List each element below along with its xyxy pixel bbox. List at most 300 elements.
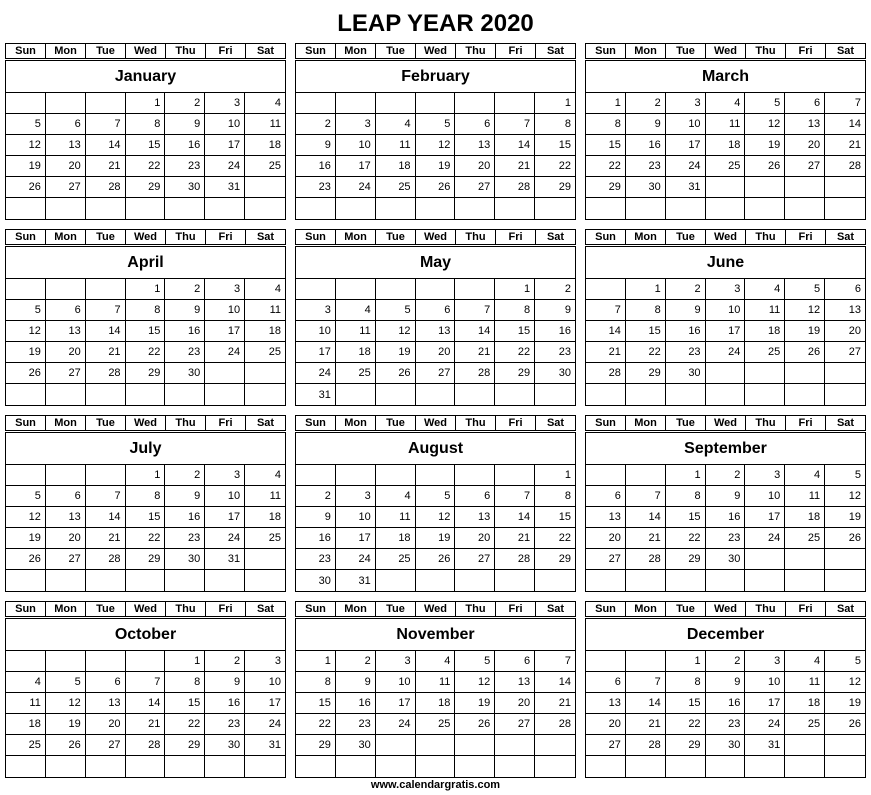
- day-cell: [495, 570, 535, 591]
- day-cell: 5: [825, 651, 865, 672]
- day-cell: 20: [416, 342, 456, 363]
- day-cell: 28: [626, 735, 666, 756]
- day-cell: 26: [825, 528, 865, 549]
- month-name: February: [296, 61, 575, 93]
- day-cell: 3: [205, 93, 245, 114]
- day-cell: [586, 279, 626, 300]
- day-cell: [706, 198, 746, 219]
- day-cell: 10: [745, 486, 785, 507]
- day-cell: 14: [86, 321, 126, 342]
- day-cell: [745, 570, 785, 591]
- day-cell: 9: [296, 135, 336, 156]
- day-cell: 5: [416, 114, 456, 135]
- day-cell: 21: [495, 528, 535, 549]
- day-cell: 4: [6, 672, 46, 693]
- day-cell: 20: [825, 321, 865, 342]
- day-cell: [46, 93, 86, 114]
- day-cell: [6, 651, 46, 672]
- day-cell: 22: [165, 714, 205, 735]
- day-cell: 30: [165, 363, 205, 384]
- day-cell: 24: [666, 156, 706, 177]
- day-cell: 28: [495, 549, 535, 570]
- month-name: June: [586, 247, 865, 279]
- day-cell: 21: [825, 135, 865, 156]
- day-cell: 21: [455, 342, 495, 363]
- day-cell: 19: [785, 321, 825, 342]
- day-cell: [416, 756, 456, 777]
- day-cell: 16: [165, 135, 205, 156]
- day-cell: 28: [86, 363, 126, 384]
- day-cell: 8: [626, 300, 666, 321]
- day-cell: 29: [126, 177, 166, 198]
- day-cell: 1: [126, 93, 166, 114]
- day-cell: [745, 549, 785, 570]
- day-cell: 27: [455, 177, 495, 198]
- weekday-label: Fri: [785, 602, 825, 616]
- day-cell: 6: [495, 651, 535, 672]
- day-cell: 29: [586, 177, 626, 198]
- weekday-header: [585, 229, 866, 245]
- day-cell: 19: [455, 693, 495, 714]
- day-cell: [86, 756, 126, 777]
- day-cell: 2: [296, 486, 336, 507]
- day-cell: [785, 198, 825, 219]
- day-cell: 18: [336, 342, 376, 363]
- day-cell: 4: [706, 93, 746, 114]
- weekday-label: Mon: [335, 416, 375, 430]
- day-cell: 12: [6, 507, 46, 528]
- day-grid: [296, 465, 575, 591]
- website-footer: www.calendargratis.com: [370, 779, 501, 791]
- day-cell: 13: [416, 321, 456, 342]
- day-cell: 12: [376, 321, 416, 342]
- day-cell: 4: [245, 465, 285, 486]
- day-cell: 21: [495, 156, 535, 177]
- day-cell: 11: [376, 135, 416, 156]
- day-cell: [86, 465, 126, 486]
- day-cell: [46, 570, 86, 591]
- day-cell: 1: [126, 279, 166, 300]
- day-cell: 22: [296, 714, 336, 735]
- day-cell: [46, 756, 86, 777]
- day-cell: [455, 198, 495, 219]
- day-cell: 10: [666, 114, 706, 135]
- day-cell: 9: [336, 672, 376, 693]
- day-cell: 22: [666, 528, 706, 549]
- day-cell: 14: [626, 693, 666, 714]
- weekday-label: Wed: [125, 230, 165, 244]
- day-cell: 19: [6, 528, 46, 549]
- day-cell: 1: [495, 279, 535, 300]
- day-grid: [6, 279, 285, 405]
- day-cell: 4: [245, 93, 285, 114]
- day-cell: 7: [86, 300, 126, 321]
- day-cell: 8: [126, 486, 166, 507]
- day-cell: 9: [706, 486, 746, 507]
- day-cell: 11: [416, 672, 456, 693]
- day-cell: 12: [6, 321, 46, 342]
- day-cell: 25: [376, 549, 416, 570]
- weekday-label: Fri: [785, 44, 825, 58]
- day-cell: [205, 756, 245, 777]
- day-cell: 7: [495, 486, 535, 507]
- day-cell: 30: [706, 735, 746, 756]
- day-cell: 19: [6, 342, 46, 363]
- day-cell: 20: [495, 693, 535, 714]
- month-name: May: [296, 247, 575, 279]
- day-cell: 14: [825, 114, 865, 135]
- day-cell: 17: [205, 507, 245, 528]
- day-cell: 17: [706, 321, 746, 342]
- day-cell: 25: [245, 342, 285, 363]
- weekday-label: Thu: [165, 416, 205, 430]
- day-cell: 11: [706, 114, 746, 135]
- day-cell: [6, 93, 46, 114]
- day-cell: 28: [126, 735, 166, 756]
- day-cell: 13: [46, 321, 86, 342]
- day-cell: 16: [336, 693, 376, 714]
- day-cell: 4: [785, 651, 825, 672]
- day-cell: 19: [416, 528, 456, 549]
- day-cell: 27: [86, 735, 126, 756]
- day-cell: [455, 384, 495, 405]
- day-cell: 24: [745, 714, 785, 735]
- day-cell: [46, 651, 86, 672]
- weekday-label: Wed: [415, 44, 455, 58]
- day-grid: [296, 279, 575, 405]
- day-cell: 13: [586, 507, 626, 528]
- day-cell: 18: [785, 507, 825, 528]
- month-box: [295, 432, 576, 592]
- day-cell: 14: [455, 321, 495, 342]
- day-cell: [86, 279, 126, 300]
- weekday-label: Mon: [45, 44, 85, 58]
- day-cell: 15: [296, 693, 336, 714]
- day-cell: [626, 756, 666, 777]
- day-cell: [245, 198, 285, 219]
- month-october: [5, 601, 286, 778]
- day-cell: [245, 384, 285, 405]
- day-cell: [86, 651, 126, 672]
- weekday-label: Thu: [745, 230, 785, 244]
- day-cell: 10: [336, 135, 376, 156]
- weekday-label: Sun: [15, 231, 36, 243]
- weekday-label: Sun: [305, 603, 326, 615]
- day-cell: 10: [245, 672, 285, 693]
- weekday-label: Wed: [705, 416, 745, 430]
- day-cell: [706, 177, 746, 198]
- day-cell: 29: [126, 363, 166, 384]
- day-cell: 1: [666, 465, 706, 486]
- day-cell: 5: [46, 672, 86, 693]
- day-cell: 1: [535, 465, 575, 486]
- day-cell: [205, 384, 245, 405]
- day-cell: 9: [205, 672, 245, 693]
- day-cell: 6: [46, 114, 86, 135]
- day-cell: 15: [126, 507, 166, 528]
- day-cell: 14: [86, 507, 126, 528]
- day-cell: 6: [825, 279, 865, 300]
- day-cell: [165, 198, 205, 219]
- month-box: [295, 60, 576, 220]
- day-cell: 11: [245, 486, 285, 507]
- weekday-label: Sun: [595, 417, 616, 429]
- day-cell: 11: [745, 300, 785, 321]
- month-name: January: [6, 61, 285, 93]
- day-cell: [586, 198, 626, 219]
- day-cell: [86, 93, 126, 114]
- day-cell: 14: [626, 507, 666, 528]
- day-cell: 8: [495, 300, 535, 321]
- day-cell: [706, 570, 746, 591]
- day-cell: [785, 549, 825, 570]
- day-cell: 2: [626, 93, 666, 114]
- day-cell: [495, 465, 535, 486]
- day-cell: [336, 756, 376, 777]
- day-cell: 16: [165, 321, 205, 342]
- weekday-label: Wed: [415, 602, 455, 616]
- day-cell: 15: [535, 135, 575, 156]
- day-cell: 9: [535, 300, 575, 321]
- day-cell: [86, 570, 126, 591]
- day-cell: 13: [455, 507, 495, 528]
- weekday-label: Wed: [125, 44, 165, 58]
- day-cell: 5: [6, 300, 46, 321]
- day-cell: 4: [245, 279, 285, 300]
- day-cell: 5: [825, 465, 865, 486]
- day-grid: [296, 651, 575, 777]
- day-cell: 22: [126, 156, 166, 177]
- day-cell: 30: [535, 363, 575, 384]
- day-cell: 10: [706, 300, 746, 321]
- day-cell: 30: [165, 177, 205, 198]
- day-cell: 2: [336, 651, 376, 672]
- day-cell: [376, 465, 416, 486]
- day-cell: 3: [745, 465, 785, 486]
- weekday-label: Mon: [335, 230, 375, 244]
- month-box: [585, 246, 866, 406]
- day-cell: 2: [205, 651, 245, 672]
- day-cell: 24: [376, 714, 416, 735]
- day-cell: [626, 384, 666, 405]
- day-cell: 31: [245, 735, 285, 756]
- day-cell: 1: [165, 651, 205, 672]
- day-cell: [706, 384, 746, 405]
- day-cell: 20: [86, 714, 126, 735]
- day-cell: 17: [296, 342, 336, 363]
- day-cell: 6: [455, 486, 495, 507]
- day-cell: 4: [416, 651, 456, 672]
- day-cell: [336, 384, 376, 405]
- month-name: December: [586, 619, 865, 651]
- day-cell: 16: [535, 321, 575, 342]
- day-cell: [165, 756, 205, 777]
- day-cell: 8: [666, 486, 706, 507]
- weekday-label: Wed: [415, 416, 455, 430]
- day-cell: 13: [86, 693, 126, 714]
- day-cell: [666, 198, 706, 219]
- weekday-label: Sat: [245, 602, 285, 616]
- weekday-label: Mon: [625, 602, 665, 616]
- day-cell: 6: [86, 672, 126, 693]
- day-cell: 24: [336, 549, 376, 570]
- day-cell: 5: [455, 651, 495, 672]
- month-box: [585, 618, 866, 778]
- day-cell: [126, 384, 166, 405]
- day-cell: [586, 384, 626, 405]
- day-cell: [376, 570, 416, 591]
- day-cell: 21: [626, 528, 666, 549]
- day-cell: 6: [46, 486, 86, 507]
- month-february: [295, 43, 576, 220]
- day-cell: [376, 756, 416, 777]
- day-cell: [416, 93, 456, 114]
- day-cell: 10: [745, 672, 785, 693]
- day-cell: [376, 279, 416, 300]
- day-cell: 1: [535, 93, 575, 114]
- day-cell: [46, 384, 86, 405]
- weekday-label: Fri: [495, 416, 535, 430]
- month-name: July: [6, 433, 285, 465]
- day-cell: 22: [535, 156, 575, 177]
- day-cell: 6: [586, 486, 626, 507]
- day-cell: 16: [296, 528, 336, 549]
- weekday-label: Sun: [305, 231, 326, 243]
- day-cell: 3: [205, 465, 245, 486]
- weekday-header: [295, 229, 576, 245]
- day-cell: 30: [205, 735, 245, 756]
- day-cell: 11: [785, 486, 825, 507]
- day-cell: [46, 465, 86, 486]
- day-cell: 12: [825, 672, 865, 693]
- day-cell: 21: [535, 693, 575, 714]
- day-cell: 25: [336, 363, 376, 384]
- month-box: [5, 246, 286, 406]
- day-cell: 23: [336, 714, 376, 735]
- day-cell: [785, 570, 825, 591]
- day-cell: 11: [245, 114, 285, 135]
- day-cell: 14: [535, 672, 575, 693]
- day-cell: 30: [165, 549, 205, 570]
- day-grid: [6, 465, 285, 591]
- day-cell: 8: [126, 300, 166, 321]
- weekday-label: Mon: [335, 602, 375, 616]
- day-cell: 27: [586, 549, 626, 570]
- weekday-label: Mon: [45, 602, 85, 616]
- day-cell: [336, 93, 376, 114]
- day-cell: [416, 279, 456, 300]
- day-cell: 20: [586, 714, 626, 735]
- day-cell: 24: [205, 156, 245, 177]
- day-cell: [86, 384, 126, 405]
- day-cell: 4: [785, 465, 825, 486]
- weekday-label: Tue: [375, 602, 415, 616]
- day-cell: [825, 549, 865, 570]
- day-cell: [626, 198, 666, 219]
- day-cell: [46, 198, 86, 219]
- day-cell: 12: [825, 486, 865, 507]
- day-cell: 25: [745, 342, 785, 363]
- day-cell: 31: [205, 549, 245, 570]
- day-cell: 17: [245, 693, 285, 714]
- day-cell: 13: [46, 507, 86, 528]
- weekday-label: Sat: [535, 44, 575, 58]
- day-cell: 30: [666, 363, 706, 384]
- day-cell: [296, 465, 336, 486]
- day-cell: 5: [6, 486, 46, 507]
- day-cell: 7: [86, 114, 126, 135]
- day-cell: 7: [86, 486, 126, 507]
- day-cell: 19: [745, 135, 785, 156]
- day-cell: 17: [336, 156, 376, 177]
- weekday-label: Thu: [455, 416, 495, 430]
- weekday-label: Mon: [625, 230, 665, 244]
- day-cell: 18: [245, 135, 285, 156]
- day-cell: [495, 93, 535, 114]
- day-cell: 9: [296, 507, 336, 528]
- day-cell: 28: [586, 363, 626, 384]
- day-cell: 7: [126, 672, 166, 693]
- day-cell: 18: [706, 135, 746, 156]
- day-cell: [535, 384, 575, 405]
- day-cell: 21: [626, 714, 666, 735]
- day-cell: 7: [586, 300, 626, 321]
- day-cell: 29: [296, 735, 336, 756]
- weekday-label: Tue: [665, 602, 705, 616]
- day-cell: [165, 384, 205, 405]
- day-cell: [296, 756, 336, 777]
- weekday-header: [585, 415, 866, 431]
- weekday-label: Sat: [245, 230, 285, 244]
- day-cell: [666, 570, 706, 591]
- day-cell: [706, 363, 746, 384]
- day-cell: 31: [296, 384, 336, 405]
- weekday-label: Wed: [125, 416, 165, 430]
- month-box: [585, 60, 866, 220]
- day-cell: 14: [495, 507, 535, 528]
- day-cell: 7: [626, 672, 666, 693]
- day-cell: [586, 651, 626, 672]
- day-cell: [46, 279, 86, 300]
- day-cell: 23: [165, 156, 205, 177]
- day-cell: 12: [46, 693, 86, 714]
- day-cell: 28: [626, 549, 666, 570]
- day-cell: 28: [455, 363, 495, 384]
- day-cell: 17: [205, 135, 245, 156]
- day-cell: 23: [706, 528, 746, 549]
- day-cell: 18: [245, 321, 285, 342]
- day-cell: [495, 756, 535, 777]
- day-cell: [245, 177, 285, 198]
- day-cell: [666, 756, 706, 777]
- day-cell: 30: [706, 549, 746, 570]
- day-cell: 21: [86, 156, 126, 177]
- day-cell: 3: [336, 114, 376, 135]
- weekday-label: Tue: [375, 44, 415, 58]
- day-cell: 26: [6, 363, 46, 384]
- day-cell: [126, 651, 166, 672]
- day-cell: 21: [86, 528, 126, 549]
- day-cell: [245, 549, 285, 570]
- day-cell: 6: [416, 300, 456, 321]
- day-cell: 26: [455, 714, 495, 735]
- day-cell: 13: [495, 672, 535, 693]
- day-cell: 16: [706, 693, 746, 714]
- weekday-header: [5, 229, 286, 245]
- day-cell: 2: [706, 465, 746, 486]
- month-september: [585, 415, 866, 592]
- weekday-label: Tue: [665, 230, 705, 244]
